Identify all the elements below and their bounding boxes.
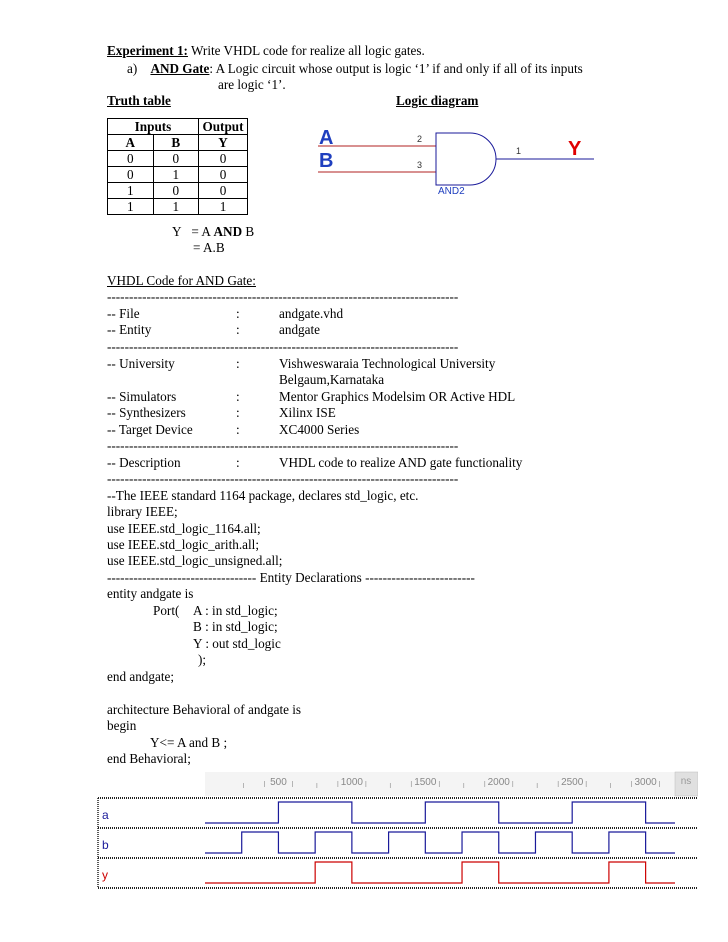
- section-a-line: [127, 61, 583, 77]
- tick-label: 1000: [340, 777, 363, 788]
- and-gate-body: [436, 133, 496, 185]
- code-line: entity andgate is: [107, 586, 194, 601]
- meta-key: -- Simulators: [107, 389, 177, 404]
- output-y-label: Y: [568, 138, 582, 160]
- equation-rest: B: [242, 224, 255, 239]
- equation-line2: = A.B: [193, 240, 225, 255]
- waveform-panel: [95, 770, 698, 890]
- gate-name: AND2: [438, 186, 465, 197]
- cell: 0: [199, 151, 248, 167]
- tick-label: 1500: [414, 777, 437, 788]
- cell: 0: [153, 183, 199, 199]
- cell: 0: [199, 167, 248, 183]
- section-a-prefix: a): [127, 61, 138, 76]
- separator: --------------------------------------------------------------------------------: [107, 339, 459, 354]
- cell: 1: [153, 199, 199, 215]
- code-line: architecture Behavioral of andgate is: [107, 702, 302, 717]
- meta-key: -- University: [107, 356, 175, 371]
- pin-out: 1: [516, 146, 522, 156]
- cell: 1: [199, 199, 248, 215]
- code-line: begin: [107, 718, 137, 733]
- code-line: use IEEE.std_logic_arith.all;: [107, 537, 259, 552]
- vhdl-heading: VHDL Code for AND Gate:: [107, 273, 256, 288]
- code-line: end andgate;: [107, 669, 175, 684]
- table-row: [108, 183, 248, 199]
- cell: 0: [108, 151, 154, 167]
- section-a-text2: are logic ‘1’.: [218, 77, 286, 92]
- header-sep: :: [236, 306, 240, 321]
- cell: 1: [108, 199, 154, 215]
- truth-table-heading: Truth table: [107, 93, 171, 108]
- col-a-header: A: [108, 135, 154, 151]
- meta-sep: :: [236, 356, 240, 371]
- meta-val: Xilinx ISE: [279, 405, 336, 420]
- col-b-header: B: [153, 135, 199, 151]
- wave-b: [205, 832, 675, 853]
- meta-val: Belgaum,Karnataka: [279, 372, 385, 387]
- signal-waves: [205, 802, 675, 883]
- meta-val: Vishweswaraia Technological University: [279, 356, 496, 371]
- tick-label: 2500: [561, 777, 584, 788]
- experiment-label: Experiment 1:: [107, 43, 188, 58]
- input-b-label: B: [319, 150, 334, 172]
- meta-sep: :: [236, 405, 240, 420]
- equation-line1: [172, 224, 254, 240]
- meta-val: XC4000 Series: [279, 422, 360, 437]
- equation-op: AND: [213, 224, 243, 239]
- cell: 0: [153, 151, 199, 167]
- header-sep: :: [236, 322, 240, 337]
- port-line: B : in std_logic;: [193, 619, 278, 634]
- equation-eq: = A: [191, 224, 214, 239]
- and-gate-diagram: [310, 118, 610, 198]
- input-a-label: A: [319, 127, 334, 149]
- logic-diagram-heading: Logic diagram: [396, 93, 479, 108]
- port-line: Y : out std_logic: [193, 636, 281, 651]
- meta-key: -- Target Device: [107, 422, 193, 437]
- separator: --------------------------------------------------------------------------------: [107, 438, 459, 453]
- table-row: [108, 151, 248, 167]
- separator: --------------------------------------------------------------------------------: [107, 471, 459, 486]
- port-label: Port(: [153, 603, 180, 618]
- experiment-title: Write VHDL code for realize all logic gates.: [187, 43, 425, 58]
- inputs-header: Inputs: [108, 119, 199, 135]
- port-line: A : in std_logic;: [193, 603, 278, 618]
- signal-name: y: [102, 868, 108, 882]
- meta-sep: :: [236, 389, 240, 404]
- pin-b: 3: [417, 160, 423, 170]
- header-val: andgate.vhd: [279, 306, 344, 321]
- output-header: Output: [199, 119, 248, 135]
- code-line: --The IEEE standard 1164 package, declares std_logic, etc.: [107, 488, 419, 503]
- code-line: use IEEE.std_logic_1164.all;: [107, 521, 261, 536]
- desc-sep: :: [236, 455, 240, 470]
- header-key: -- Entity: [107, 322, 152, 337]
- desc-key: -- Description: [107, 455, 181, 470]
- equation-lhs: Y: [172, 224, 182, 239]
- meta-val: Mentor Graphics Modelsim OR Active HDL: [279, 389, 516, 404]
- cell: 1: [108, 183, 154, 199]
- tick-label: 2000: [487, 777, 510, 788]
- cell: 1: [153, 167, 199, 183]
- header-key: -- File: [107, 306, 140, 321]
- truth-table: [107, 118, 248, 215]
- port-close: );: [198, 652, 207, 667]
- signal-rows: [98, 798, 698, 888]
- signal-name: b: [102, 838, 109, 852]
- signal-name: a: [102, 808, 109, 822]
- entity-separator: ---------------------------------- Entity Declarations -------------------------: [107, 570, 475, 585]
- wave-a: [205, 802, 675, 823]
- time-unit: ns: [680, 776, 692, 787]
- separator: --------------------------------------------------------------------------------: [107, 289, 459, 304]
- table-row: [108, 199, 248, 215]
- and-gate-label: AND Gate: [150, 61, 210, 76]
- meta-key: -- Synthesizers: [107, 405, 186, 420]
- code-line: library IEEE;: [107, 504, 178, 519]
- code-line: use IEEE.std_logic_unsigned.all;: [107, 553, 283, 568]
- section-a-text: : A Logic circuit whose output is logic ‘1’ if and only if all of its inputs: [209, 61, 583, 76]
- wave-y: [205, 862, 675, 883]
- code-line: Y<= A and B ;: [150, 735, 228, 750]
- cell: 0: [108, 167, 154, 183]
- tick-label: 3000: [634, 777, 657, 788]
- header-val: andgate: [279, 322, 321, 337]
- experiment-heading: [107, 43, 425, 59]
- meta-sep: :: [236, 422, 240, 437]
- tick-label: 500: [270, 777, 287, 788]
- table-row: [108, 167, 248, 183]
- code-line: end Behavioral;: [107, 751, 191, 766]
- cell: 0: [199, 183, 248, 199]
- desc-val: VHDL code to realize AND gate functionality: [279, 455, 523, 470]
- pin-a: 2: [417, 134, 423, 144]
- col-y-header: Y: [199, 135, 248, 151]
